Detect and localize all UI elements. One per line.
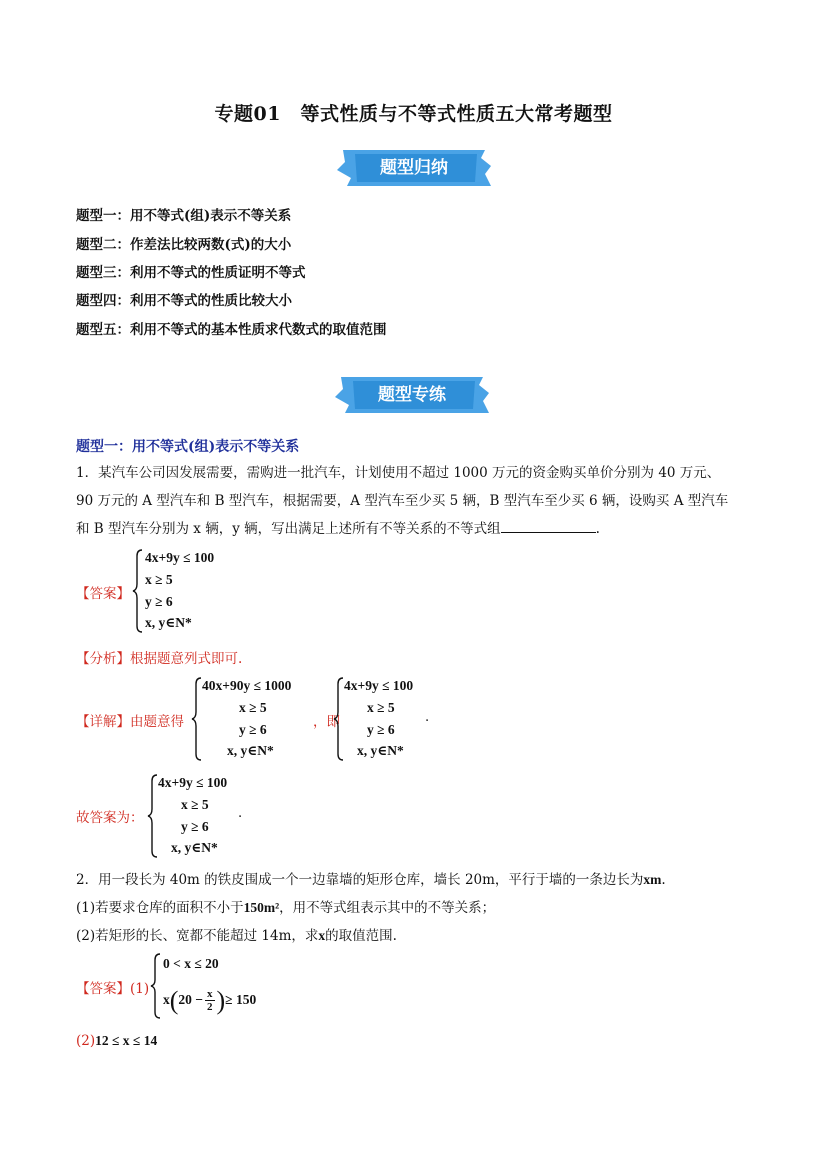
- answer-system-1-row-2: x ≥ 5: [145, 572, 173, 587]
- fraction: [205, 988, 215, 1013]
- q1-line-1: 1．某汽车公司因发展需要，需购进一批汽车，计划使用不超过 1000 万元的资金购买单价分别为 40 万元、: [76, 465, 721, 481]
- so-answer-row-4: x, y∈N*: [171, 840, 218, 855]
- detail-system-full-row-4: x, y∈N*: [227, 743, 274, 758]
- answer-2-part2: [76, 1030, 157, 1049]
- analysis-text: 根据题意列式即可.: [130, 651, 243, 667]
- detail-system-simple: [333, 676, 433, 762]
- answer-2-part2-math: 12 ≤ x ≤ 14: [95, 1033, 158, 1048]
- q2-line-2-text: (1)若要求仓库的面积不小于: [76, 900, 244, 916]
- q1-line-3-end: .: [595, 521, 600, 537]
- answer-system-1-row-4: x, y∈N*: [145, 615, 192, 630]
- toc-item-4: 题型四：利用不等式的性质比较大小: [76, 293, 292, 309]
- paren-open: (: [169, 986, 179, 1015]
- toc-item-3: 题型三：利用不等式的性质证明不等式: [76, 265, 306, 281]
- analysis-label: 【分析】: [76, 651, 130, 667]
- answer-system-1-row-3: y ≥ 6: [145, 594, 173, 609]
- detail-system-full: [191, 676, 311, 762]
- answer-system-2: [150, 952, 280, 1022]
- q2-line-1-var: xm: [643, 872, 662, 887]
- q2-line-1-end: .: [661, 872, 666, 888]
- q2-line-3-end: 的取值范围.: [325, 928, 397, 944]
- detail-label: 【详解】: [76, 714, 130, 730]
- banner-summary-text: 题型归纳: [380, 158, 448, 178]
- answer-label-1: 【答案】: [76, 586, 130, 602]
- q1-line-2: 90 万元的 A 型汽车和 B 型汽车，根据需要，A 型汽车至少买 5 辆，B 型汽车至少买 6 辆，设购买 A 型汽车: [76, 493, 729, 509]
- section-heading-1: 题型一：用不等式(组)表示不等关系: [76, 439, 300, 455]
- detail-period: .: [425, 710, 430, 725]
- ji-text: ，即: [313, 714, 340, 730]
- fraction-den: 2: [207, 1001, 213, 1014]
- banner-practice-text: 题型专练: [378, 385, 446, 405]
- q2-line-2-end: ，用不等式组表示其中的不等关系；: [279, 900, 496, 916]
- answer-system-2-row-1: 0 < x ≤ 20: [163, 956, 219, 971]
- q2-line-2: [76, 894, 495, 922]
- toc-item-5: 题型五：利用不等式的基本性质求代数式的取值范围: [76, 322, 387, 338]
- q2-line-1-text: 2．用一段长为 40m 的铁皮围成一个一边靠墙的矩形仓库，墙长 20m，平行于墙的一条边长为: [76, 872, 644, 888]
- so-answer-row-1: 4x+9y ≤ 100: [158, 775, 228, 790]
- q2-line-3-text: (2)若矩形的长、宽都不能超过 14m，求: [76, 928, 319, 944]
- q2-line-1: [76, 866, 666, 894]
- so-answer-period: .: [238, 806, 243, 821]
- answer-label-2-text: 【答案】: [76, 981, 130, 997]
- row2-rhs: ≥ 150: [225, 992, 257, 1007]
- page-title: 专题01 等式性质与不等式性质五大常考题型: [214, 103, 613, 125]
- so-answer-label: 故答案为：: [76, 810, 144, 826]
- so-answer-system: [147, 773, 247, 859]
- q1-line-3-text: 和 B 型汽车分别为 x 辆，y 辆，写出满足上述所有不等关系的不等式组: [76, 521, 501, 537]
- banner-practice: [333, 375, 491, 415]
- answer-label-2: [76, 977, 149, 997]
- brace-1: [132, 548, 144, 634]
- detail-system-full-row-2: x ≥ 5: [239, 700, 267, 715]
- row2-inner: 20 −: [178, 992, 203, 1007]
- detail-system-simple-row-4: x, y∈N*: [357, 743, 404, 758]
- toc-item-1: 题型一：用不等式(组)表示不等关系: [76, 208, 292, 224]
- answer-system-2-row-2: [163, 986, 256, 1016]
- detail-system-simple-row-2: x ≥ 5: [367, 700, 395, 715]
- q1-line-3: [76, 516, 600, 543]
- so-answer-row-3: y ≥ 6: [181, 819, 209, 834]
- q2-line-2-math: 150m²: [243, 900, 280, 915]
- answer-2-part1-label: (1): [130, 981, 150, 997]
- toc-item-2: 题型二：作差法比较两数(式)的大小: [76, 237, 292, 253]
- answer-system-1: [132, 548, 242, 634]
- detail-line: [76, 710, 184, 730]
- row2-x: x: [163, 992, 170, 1007]
- fraction-num: x: [207, 988, 213, 1001]
- answer-2-part2-label: (2): [76, 1033, 96, 1049]
- paren-close: ): [216, 986, 226, 1015]
- detail-text: 由题意得: [130, 714, 184, 730]
- answer-system-1-row-1: 4x+9y ≤ 100: [145, 550, 215, 565]
- detail-system-full-row-3: y ≥ 6: [239, 722, 267, 737]
- detail-system-full-row-1: 40x+90y ≤ 1000: [202, 678, 292, 693]
- q2-line-3: [76, 922, 397, 950]
- banner-summary: [335, 148, 493, 188]
- detail-system-simple-row-1: 4x+9y ≤ 100: [344, 678, 414, 693]
- so-answer-row-2: x ≥ 5: [181, 797, 209, 812]
- brace-5: [150, 952, 162, 1020]
- analysis-line: [76, 647, 242, 667]
- detail-system-simple-row-3: y ≥ 6: [367, 722, 395, 737]
- answer-blank: [501, 518, 596, 533]
- q2-line-3-var: x: [318, 928, 326, 943]
